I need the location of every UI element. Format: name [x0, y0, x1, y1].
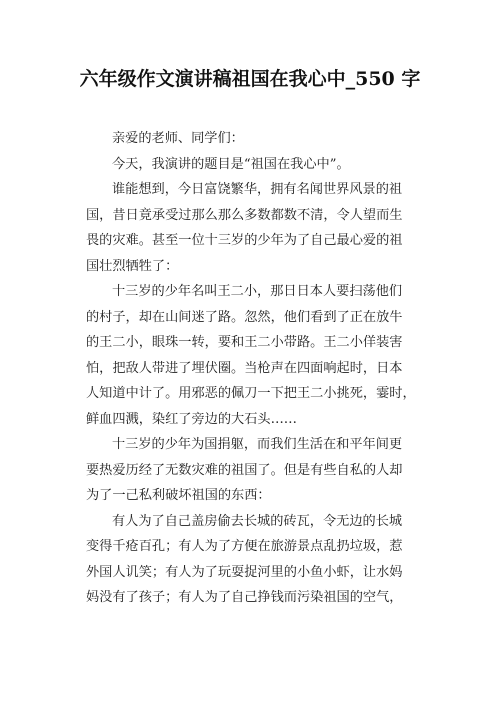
- text-line: 有人为了自己盖房偷去长城的砖瓦，令无边的长城: [112, 513, 403, 529]
- text-line: 人知道中计了。用邪恶的佩刀一下把王二小挑死，霎时，: [86, 386, 416, 401]
- text-line: 的王二小，眼珠一转，要和王二小带路。王二小佯装害: [86, 335, 403, 350]
- text-line: 外国人讥笑；有人为了玩耍捉河里的小鱼小虾，让水妈: [86, 564, 403, 580]
- text-line: 要热爱历经了无数灾难的祖国了。但是有些自私的人却: [86, 462, 403, 478]
- text-line: 国，昔日竟承受过那么那么多数都数不清，令人望而生: [86, 207, 403, 223]
- text-line: 变得千疮百孔；有人为了方便在旅游景点乱扔垃圾，惹: [86, 539, 403, 554]
- text-line: 十三岁的少年名叫王二小，那日日本人要扫荡他们: [112, 284, 403, 299]
- document-title: 六年级作文演讲稿祖国在我心中_550 字: [79, 68, 421, 90]
- text-line: 鲜血四溅，染红了旁边的大石头……: [86, 411, 297, 427]
- text-line: 妈没有了孩子；有人为了自己挣钱而污染祖国的空气，: [86, 590, 403, 605]
- text-line: 谁能想到，今日富饶繁华，拥有名闻世界风景的祖: [112, 182, 403, 197]
- document-body: [86, 126, 422, 611]
- text-line: 怕，把敌人带进了埋伏圈。当枪声在四面响起时，日本: [86, 360, 403, 376]
- text-line: 的村子，却在山间迷了路。忽然，他们看到了正在放牛: [86, 309, 403, 325]
- text-line: 今天，我演讲的题目是“祖国在我心中”。: [112, 156, 350, 172]
- text-line: 亲爱的老师、同学们：: [112, 131, 244, 146]
- text-line: 畏的灾难。甚至一位十三岁的少年为了自己最心爱的祖: [86, 233, 403, 248]
- text-line: 十三岁的少年为国捐躯，而我们生活在和平年间更: [112, 437, 403, 452]
- text-line: 国壮烈牺牲了：: [86, 258, 179, 274]
- text-line: 为了一己私利破坏祖国的东西：: [86, 488, 271, 503]
